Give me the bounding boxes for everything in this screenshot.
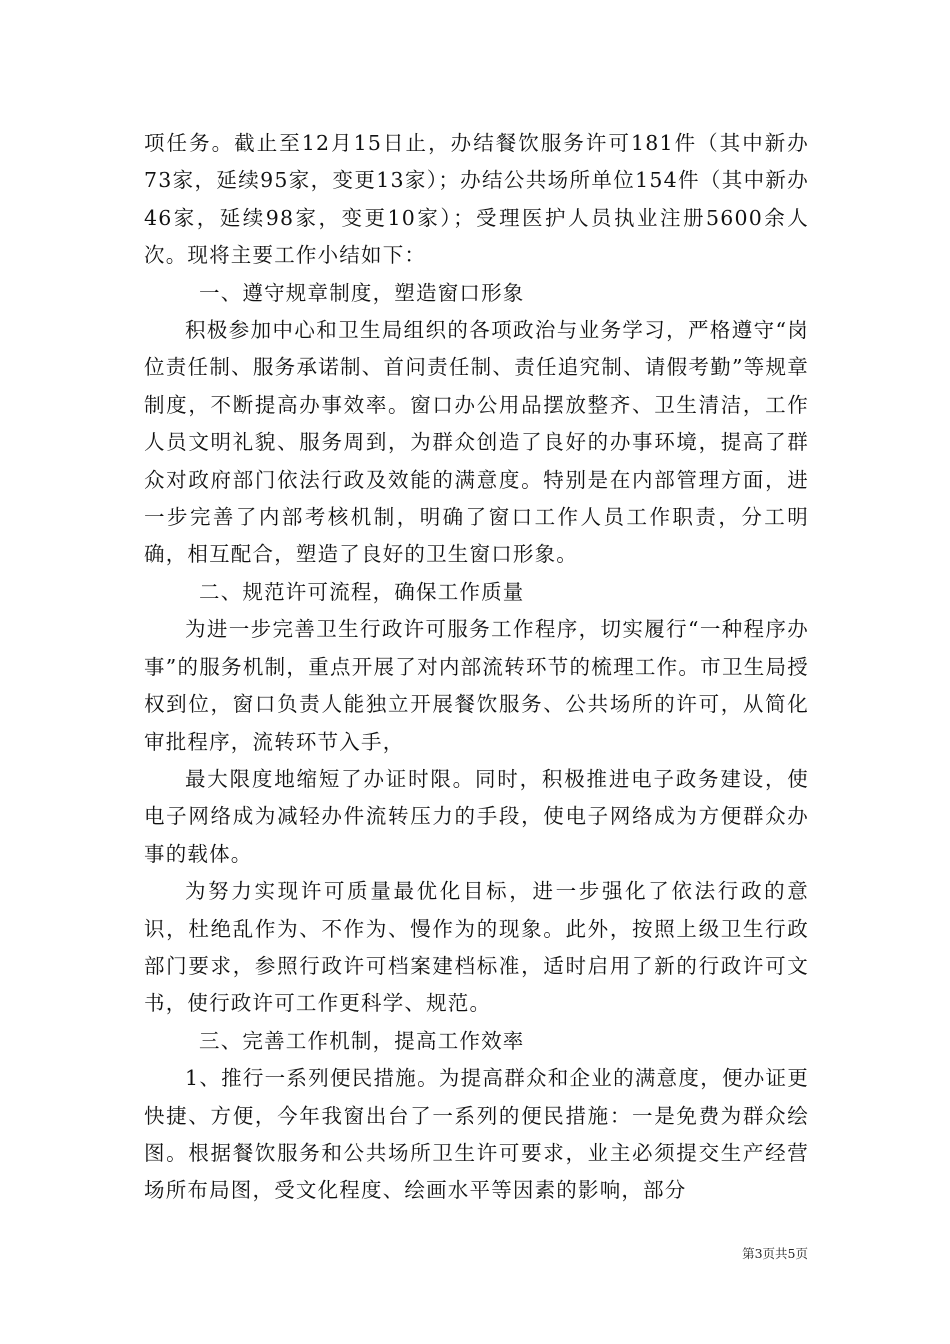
section-heading-1: 一、遵守规章制度，塑造窗口形象 [199,280,525,305]
document-body [144,125,809,1210]
paragraph-section-2a: 为进一步完善卫生行政许可服务工作程序，切实履行“一种程序办事”的服务机制，重点开展了对内部流转环节的梳理工作。市卫生局授权到位，窗口负责人能独立开展餐饮服务、公共场所的许可，从简化审批程序，流转环节入手， [144,617,809,754]
paragraph-section-3a: 1、推行一系列便民措施。为提高群众和企业的满意度，便办证更快捷、方便，今年我窗出台了一系列的便民措施：一是免费为群众绘图。根据餐饮服务和公共场所卫生许可要求，业主必须提交生产经营场所布局图，受文化程度、绘画水平等因素的影响，部分 [144,1066,809,1203]
section-heading-3: 三、完善工作机制，提高工作效率 [199,1028,525,1053]
paragraph-summary: 项任务。截止至12月15日止，办结餐饮服务许可181件（其中新办73家，延续95家，变更13家）；办结公共场所单位154件（其中新办46家，延续98家，变更10家）；受理医护人员执业注册5600余人次。现将主要工作小结如下： [144,131,809,268]
paragraph-section-1: 积极参加中心和卫生局组织的各项政治与业务学习，严格遵守“岗位责任制、服务承诺制、首问责任制、责任追究制、请假考勤”等规章制度，不断提高办事效率。窗口办公用品摆放整齐、卫生清洁，工作人员文明礼貌、服务周到，为群众创造了良好的办事环境，提高了群众对政府部门依法行政及效能的满意度。特别是在内部管理方面，进一步完善了内部考核机制，明确了窗口工作人员工作职责，分工明确，相互配合，塑造了良好的卫生窗口形象。 [144,318,809,567]
section-heading-2: 二、规范许可流程，确保工作质量 [199,579,525,604]
paragraph-section-2b: 最大限度地缩短了办证时限。同时，积极推进电子政务建设，使电子网络成为减轻办件流转压力的手段，使电子网络成为方便群众办事的载体。 [144,766,809,866]
page-number: 第3页共5页 [742,1246,808,1261]
paragraph-section-2c: 为努力实现许可质量最优化目标，进一步强化了依法行政的意识，杜绝乱作为、不作为、慢作为的现象。此外，按照上级卫生行政部门要求，参照行政许可档案建档标准，适时启用了新的行政许可文书，使行政许可工作更科学、规范。 [144,879,809,1016]
